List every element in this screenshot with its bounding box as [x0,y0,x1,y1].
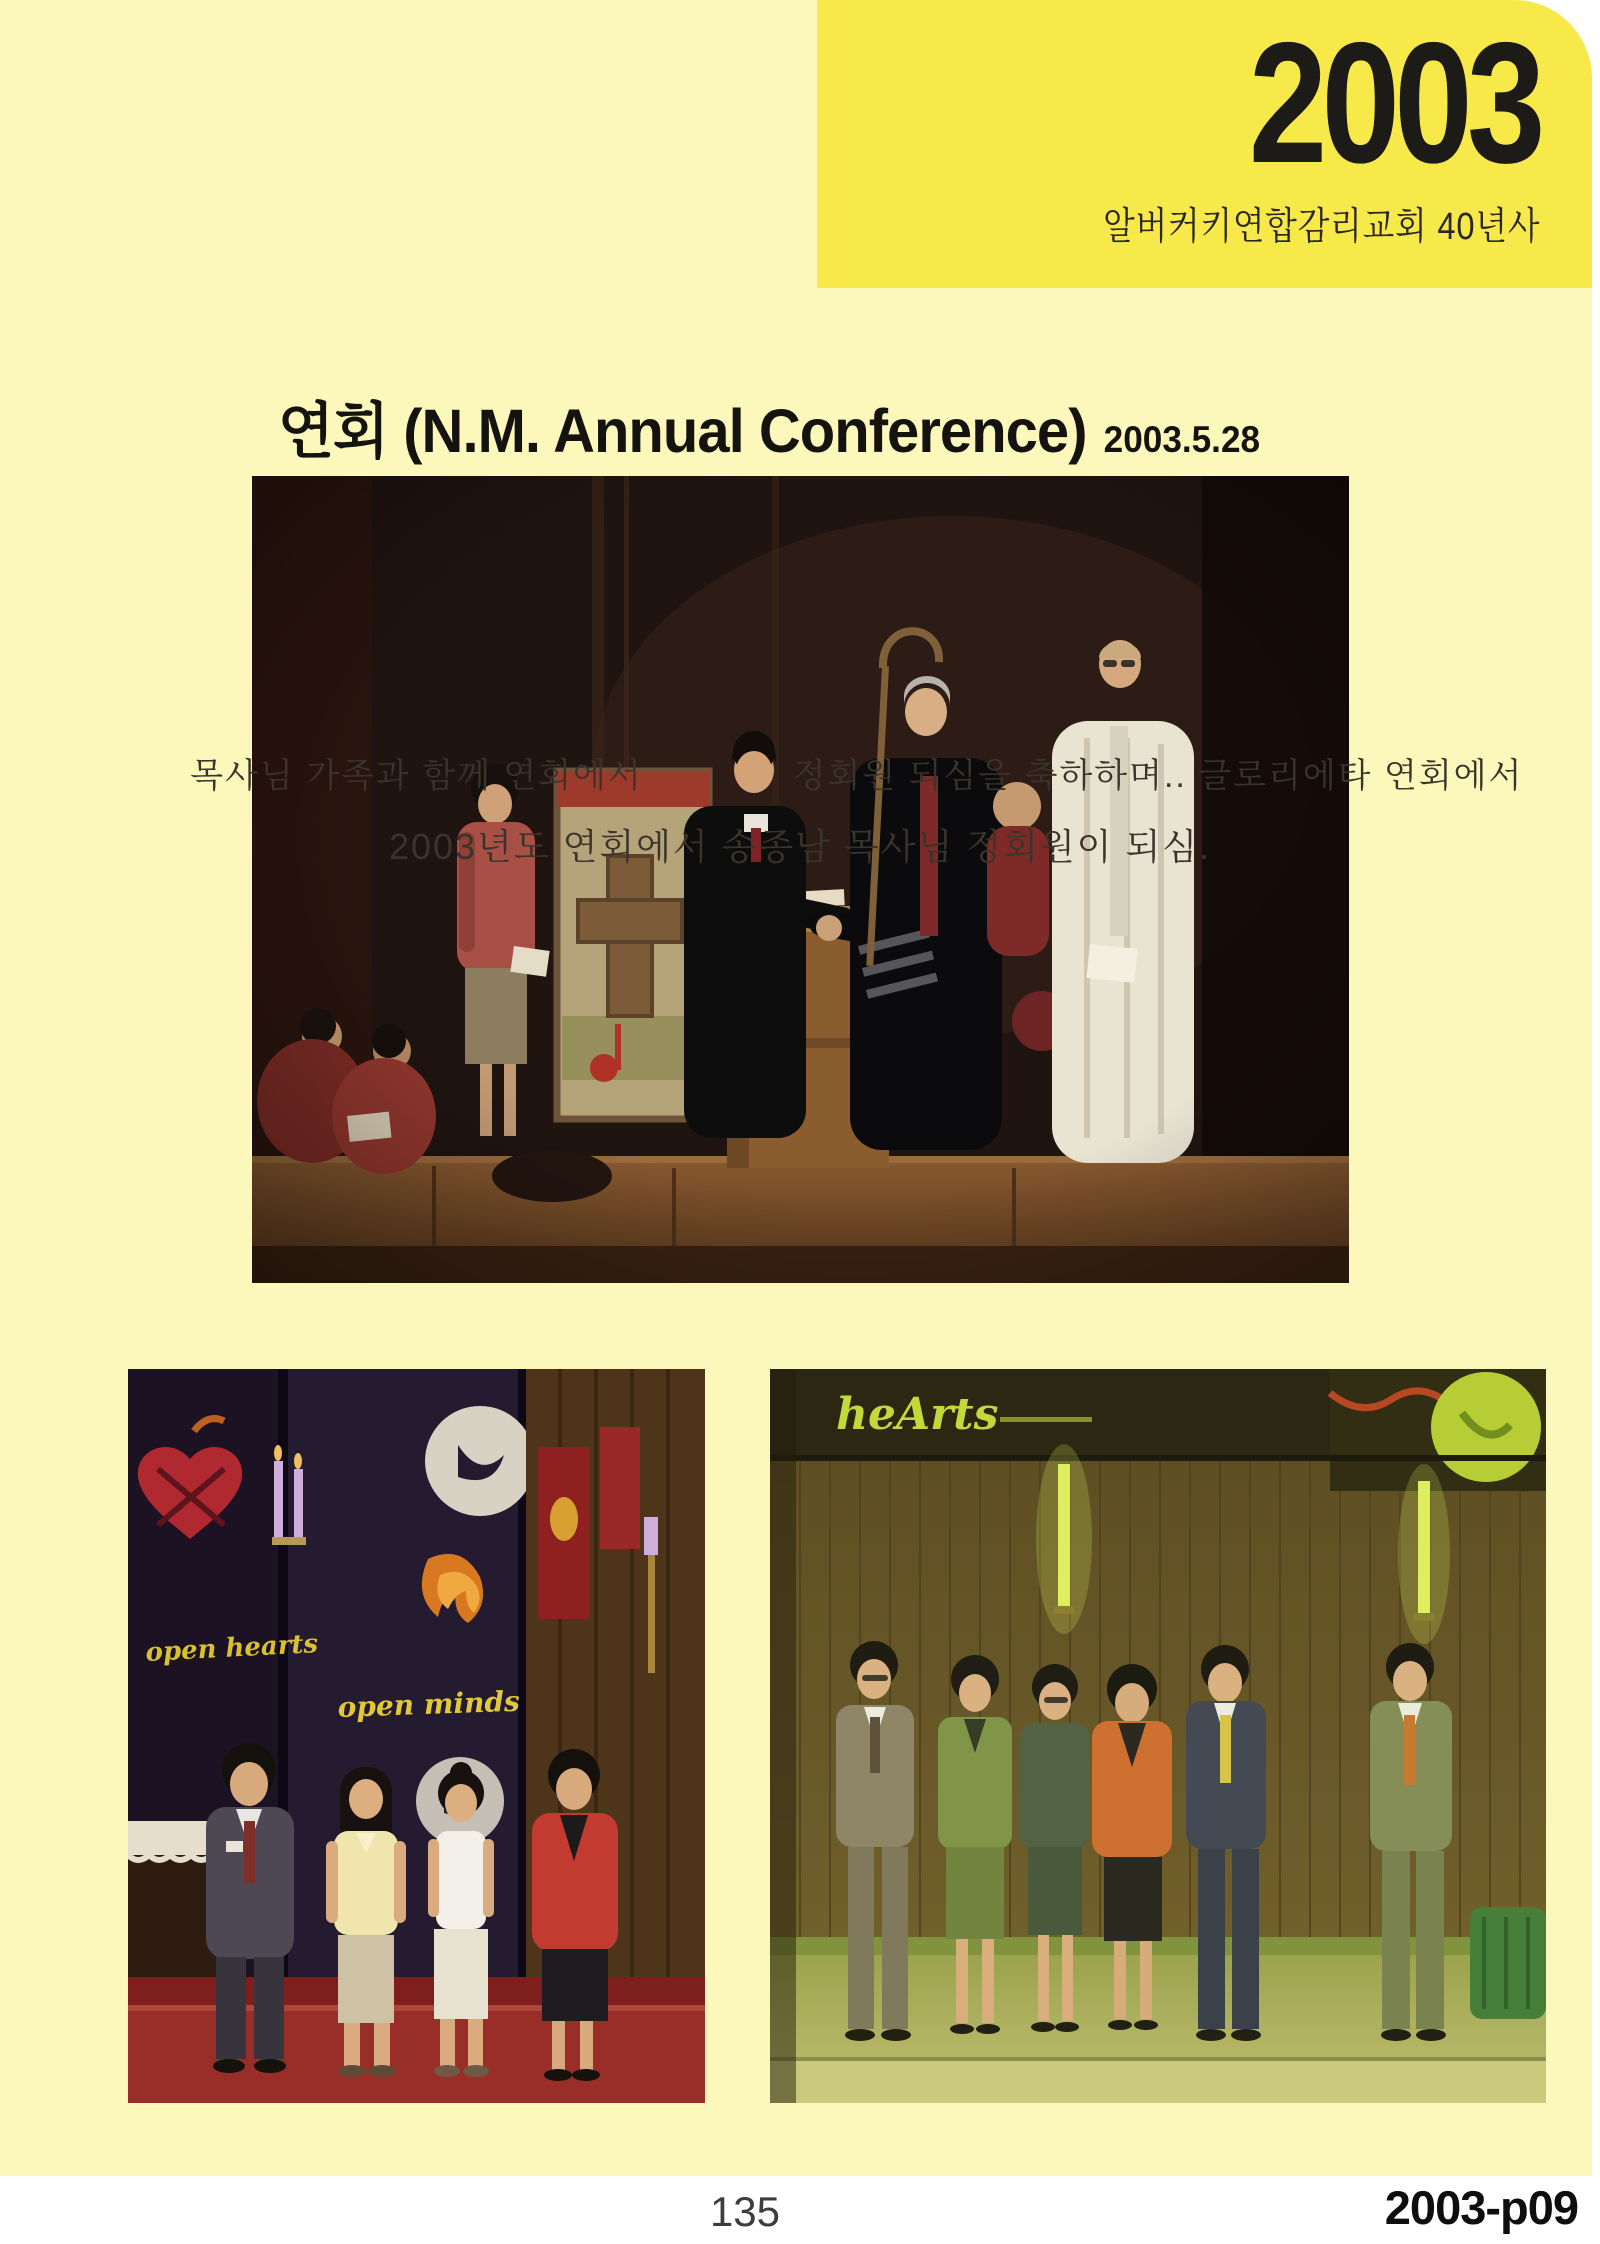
banner-text-open-hearts: open hearts [144,1628,319,1668]
family-photo-caption: 목사님 가족과 함께 연회에서 [190,757,643,795]
group-photo-caption: 정회원 되심을 축하하며.. 글로리에타 연회에서 [792,757,1524,795]
section-title-text: 연회 (N.M. Annual Conference) [278,397,1087,465]
family-scene-illustration [128,1369,705,2103]
main-photo-caption: 2003년도 연회에서 송종남 목사님 정회원이 되심. [388,826,1212,867]
year-header-box [817,0,1592,288]
year-label: 2003 [1249,7,1540,199]
banner-text-hearts: heArts [836,1389,999,1440]
church-anniversary-subtitle: 알버커키연합감리교회 40년사 [1102,206,1540,249]
page-code: 2003-p09 [1384,2181,1578,2234]
main-photo-ordination-stage [252,476,1349,1283]
ordination-scene-illustration [252,476,1349,1283]
page-number: 135 [709,2188,781,2235]
red-carpet-floor [128,1977,705,2103]
group-photo-glorieta [770,1369,1546,2103]
group-scene-illustration [770,1369,1546,2103]
section-date: 2003.5.28 [1103,419,1261,460]
family-photo [128,1369,705,2103]
section-title [278,383,1260,470]
banner-text-open-minds: open minds [337,1684,521,1724]
